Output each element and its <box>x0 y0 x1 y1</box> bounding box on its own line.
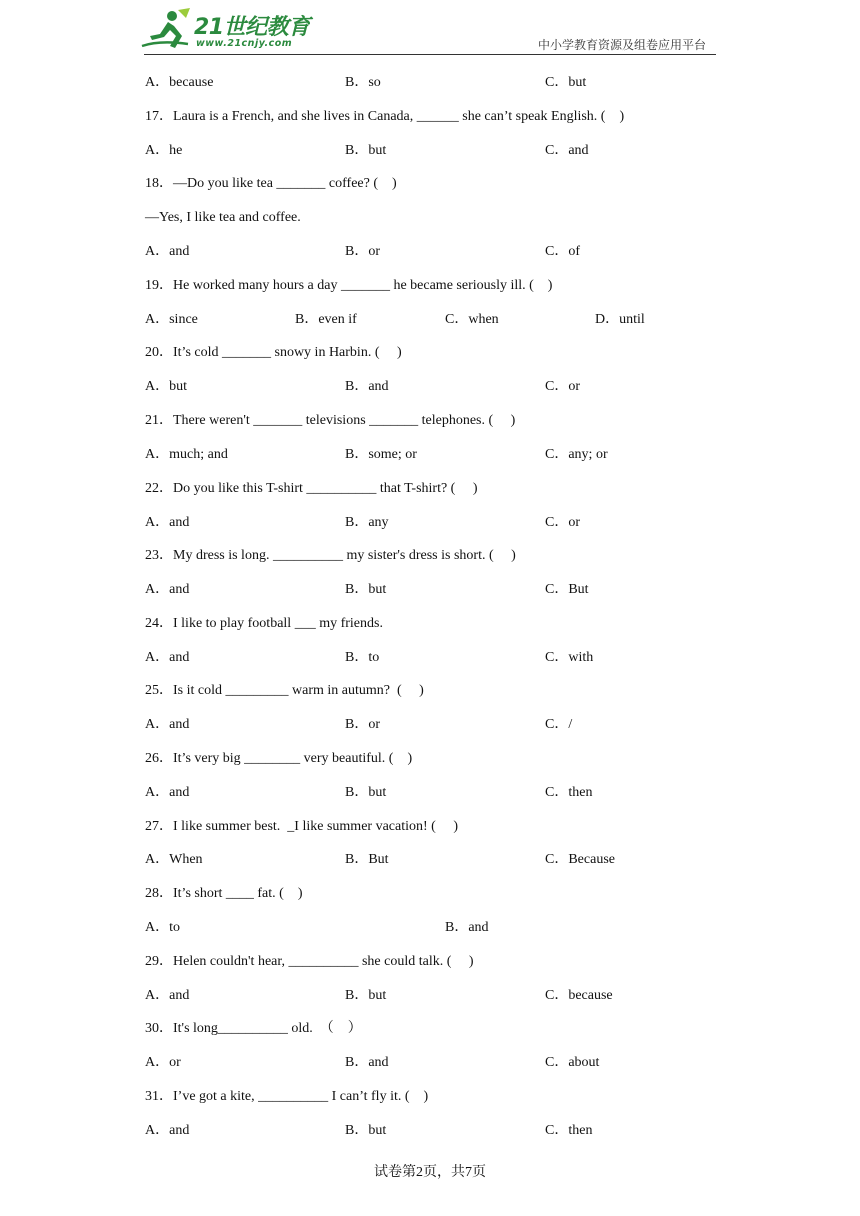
header-divider <box>144 54 716 55</box>
answer-option: B．and <box>345 1055 389 1070</box>
answer-option: B．any <box>345 515 389 530</box>
answer-option: A．much; and <box>145 447 228 462</box>
page-header <box>0 0 860 60</box>
answer-option: B．so <box>345 75 381 90</box>
question-text: 30．It's long__________ old. （ ） <box>145 1021 362 1036</box>
platform-name: 中小学教育资源及组卷应用平台 <box>537 38 706 52</box>
question-text: 17．Laura is a French, and she lives in Canada, ______ she can’t speak English. ( ) <box>145 109 625 124</box>
answer-option: C．and <box>545 143 589 158</box>
answer-option: A．and <box>145 785 190 800</box>
answer-option: B．But <box>345 852 389 867</box>
question-text: 24．I like to play football ___ my friends. <box>145 616 383 631</box>
answer-option: A．he <box>145 143 183 158</box>
answer-option: A．and <box>145 244 190 259</box>
question-text: 28．It’s short ____ fat. ( ) <box>145 886 303 901</box>
answer-option: C．when <box>445 312 499 327</box>
answer-option: A．and <box>145 717 190 732</box>
answer-option: B．but <box>345 1123 387 1138</box>
logo-url: www.21cnjy.com <box>196 38 293 49</box>
answer-option: A．or <box>145 1055 181 1070</box>
answer-option: A．and <box>145 1123 190 1138</box>
answer-option: B．and <box>445 920 489 935</box>
answer-option: B．some; or <box>345 447 417 462</box>
answer-option: B．but <box>345 143 387 158</box>
question-text: 26．It’s very big ________ very beautiful. ( ) <box>145 751 413 766</box>
question-text: 22．Do you like this T-shirt __________ that T-shirt? ( ) <box>145 481 478 496</box>
answer-option: C．any; or <box>545 447 608 462</box>
question-text: —Yes, I like tea and coffee. <box>145 210 301 225</box>
answer-option: A．because <box>145 75 214 90</box>
answer-option: C．about <box>545 1055 600 1070</box>
question-text: 20．It’s cold _______ snowy in Harbin. ( ) <box>145 345 402 360</box>
answer-option: C．with <box>545 650 594 665</box>
answer-option: C．then <box>545 785 593 800</box>
answer-option: C．but <box>545 75 587 90</box>
answer-option: C．or <box>545 379 580 394</box>
question-text: 31．I’ve got a kite, __________ I can’t fly it. ( ) <box>145 1089 429 1104</box>
logo-text: 21世纪教育 <box>194 15 310 40</box>
answer-option: B．or <box>345 244 380 259</box>
question-text: 18．—Do you like tea _______ coffee? ( ) <box>145 176 397 191</box>
answer-option: C．/ <box>545 717 573 732</box>
answer-option: B．but <box>345 988 387 1003</box>
brand-logo <box>140 6 320 52</box>
answer-option: A．to <box>145 920 180 935</box>
answer-option: A．and <box>145 582 190 597</box>
answer-option: C．But <box>545 582 589 597</box>
answer-option: C．or <box>545 515 580 530</box>
question-text: 29．Helen couldn't hear, __________ she could talk. ( ) <box>145 954 474 969</box>
runner-logo-icon <box>140 6 196 52</box>
answer-option: B．and <box>345 379 389 394</box>
answer-option: B．but <box>345 582 387 597</box>
answer-option: A．and <box>145 515 190 530</box>
answer-option: A．but <box>145 379 187 394</box>
answer-option: A．since <box>145 312 198 327</box>
answer-option: A．When <box>145 852 203 867</box>
question-text: 19．He worked many hours a day _______ he became seriously ill. ( ) <box>145 278 553 293</box>
question-text: 23．My dress is long. __________ my sister's dress is short. ( ) <box>145 548 516 563</box>
question-text: 21．There weren't _______ televisions _______ telephones. ( ) <box>145 413 516 428</box>
answer-option: B．even if <box>295 312 357 327</box>
question-text: 27．I like summer best. _I like summer vacation! ( ) <box>145 819 458 834</box>
answer-option: A．and <box>145 988 190 1003</box>
answer-option: C．Because <box>545 852 615 867</box>
answer-option: C．because <box>545 988 613 1003</box>
answer-option: C．then <box>545 1123 593 1138</box>
answer-option: B．to <box>345 650 380 665</box>
answer-option: B．or <box>345 717 380 732</box>
answer-option: D．until <box>595 312 645 327</box>
answer-option: C．of <box>545 244 580 259</box>
answer-option: B．but <box>345 785 387 800</box>
question-text: 25．Is it cold _________ warm in autumn? ( ) <box>145 683 424 698</box>
page-number: 试卷第2页，共7页 <box>374 1165 486 1180</box>
answer-option: A．and <box>145 650 190 665</box>
